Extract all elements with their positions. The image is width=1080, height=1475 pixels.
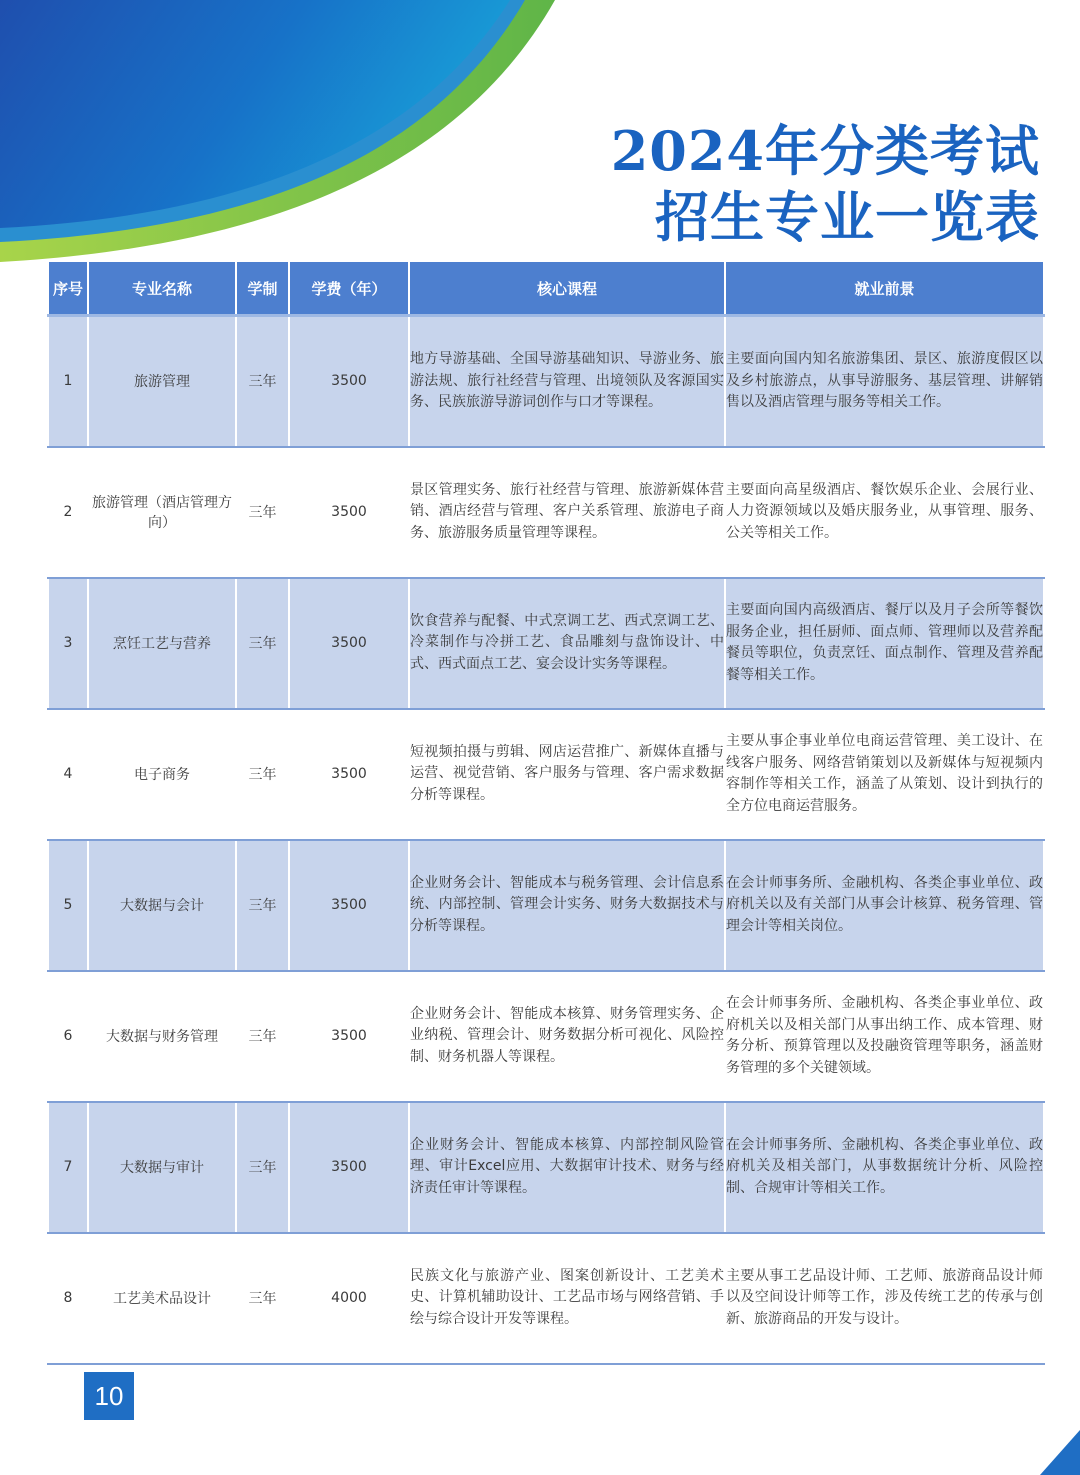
cell-duration: 三年 [236, 447, 289, 578]
header-no: 序号 [48, 261, 88, 316]
table-row [48, 840, 1044, 971]
cell-core-courses: 企业财务会计、智能成本与税务管理、会计信息系统、内部控制、管理会计实务、财务大数据技术与分析等课程。 [409, 840, 725, 971]
cell-major-name: 大数据与会计 [88, 840, 236, 971]
cell-major-name: 烹饪工艺与营养 [88, 578, 236, 709]
page-number: 10 [84, 1372, 134, 1420]
cell-no: 8 [48, 1233, 88, 1364]
cell-major-name: 大数据与财务管理 [88, 971, 236, 1102]
cell-tuition: 3500 [289, 578, 409, 709]
cell-career-prospects: 在会计师事务所、金融机构、各类企事业单位、政府机关以及相关部门从事出纳工作、成本管理、财务分析、预算管理以及投融资管理等职务，涵盖财务管理的多个关键领域。 [725, 971, 1044, 1102]
cell-no: 5 [48, 840, 88, 971]
header-duration: 学制 [236, 261, 289, 316]
cell-tuition: 3500 [289, 1102, 409, 1233]
cell-career-prospects: 主要面向国内知名旅游集团、景区、旅游度假区以及乡村旅游点，从事导游服务、基层管理、讲解销售以及酒店管理与服务等相关工作。 [725, 316, 1044, 447]
title-line-2: 招生专业一览表 [655, 185, 1040, 249]
cell-career-prospects: 在会计师事务所、金融机构、各类企事业单位、政府机关以及有关部门从事会计核算、税务管理、管理会计等相关岗位。 [725, 840, 1044, 971]
majors-table [47, 260, 1045, 1365]
cell-tuition: 3500 [289, 709, 409, 840]
cell-career-prospects: 主要从事企事业单位电商运营管理、美工设计、在线客户服务、网络营销策划以及新媒体与短视频内容制作等相关工作，涵盖了从策划、设计到执行的全方位电商运营服务。 [725, 709, 1044, 840]
cell-duration: 三年 [236, 971, 289, 1102]
cell-duration: 三年 [236, 1102, 289, 1233]
cell-tuition: 3500 [289, 447, 409, 578]
cell-core-courses: 企业财务会计、智能成本核算、财务管理实务、企业纳税、管理会计、财务数据分析可视化、风险控制、财务机器人等课程。 [409, 971, 725, 1102]
cell-duration: 三年 [236, 1233, 289, 1364]
cell-core-courses: 景区管理实务、旅行社经营与管理、旅游新媒体营销、酒店经营与管理、客户关系管理、旅游电子商务、旅游服务质量管理等课程。 [409, 447, 725, 578]
cell-duration: 三年 [236, 709, 289, 840]
cell-tuition: 3500 [289, 971, 409, 1102]
table-row [48, 316, 1044, 447]
page-title [611, 118, 1040, 250]
cell-duration: 三年 [236, 578, 289, 709]
cell-major-name: 工艺美术品设计 [88, 1233, 236, 1364]
cell-major-name: 电子商务 [88, 709, 236, 840]
cell-no: 6 [48, 971, 88, 1102]
table-header-row [48, 261, 1044, 316]
cell-major-name: 大数据与审计 [88, 1102, 236, 1233]
cell-no: 2 [48, 447, 88, 578]
cell-core-courses: 地方导游基础、全国导游基础知识、导游业务、旅游法规、旅行社经营与管理、出境领队及客源国实务、民族旅游导游词创作与口才等课程。 [409, 316, 725, 447]
header-major-name: 专业名称 [88, 261, 236, 316]
table-row [48, 1233, 1044, 1364]
cell-duration: 三年 [236, 840, 289, 971]
header-tuition: 学费（年） [289, 261, 409, 316]
cell-major-name: 旅游管理（酒店管理方向） [88, 447, 236, 578]
table-row [48, 578, 1044, 709]
cell-career-prospects: 主要面向高星级酒店、餐饮娱乐企业、会展行业、人力资源领域以及婚庆服务业，从事管理、服务、公关等相关工作。 [725, 447, 1044, 578]
cell-no: 1 [48, 316, 88, 447]
table-row [48, 709, 1044, 840]
cell-duration: 三年 [236, 316, 289, 447]
cell-no: 3 [48, 578, 88, 709]
cell-no: 4 [48, 709, 88, 840]
cell-core-courses: 企业财务会计、智能成本核算、内部控制风险管理、审计Excel应用、大数据审计技术、财务与经济责任审计等课程。 [409, 1102, 725, 1233]
cell-major-name: 旅游管理 [88, 316, 236, 447]
cell-career-prospects: 主要面向国内高级酒店、餐厅以及月子会所等餐饮服务企业，担任厨师、面点师、管理师以及营养配餐员等职位，负责烹饪、面点制作、管理及营养配餐等相关工作。 [725, 578, 1044, 709]
table-row [48, 1102, 1044, 1233]
cell-tuition: 3500 [289, 840, 409, 971]
cell-core-courses: 民族文化与旅游产业、图案创新设计、工艺美术史、计算机辅助设计、工艺品市场与网络营销、手绘与综合设计开发等课程。 [409, 1233, 725, 1364]
table-row [48, 971, 1044, 1102]
table-row [48, 447, 1044, 578]
cell-no: 7 [48, 1102, 88, 1233]
cell-career-prospects: 在会计师事务所、金融机构、各类企事业单位、政府机关及相关部门，从事数据统计分析、风险控制、合规审计等相关工作。 [725, 1102, 1044, 1233]
cell-core-courses: 饮食营养与配餐、中式烹调工艺、西式烹调工艺、冷菜制作与冷拼工艺、食品雕刻与盘饰设计、中式、西式面点工艺、宴会设计实务等课程。 [409, 578, 725, 709]
header-core-courses: 核心课程 [409, 261, 725, 316]
header-career-prospects: 就业前景 [725, 261, 1044, 316]
title-line-1: 2024年分类考试 [610, 119, 1040, 183]
cell-core-courses: 短视频拍摄与剪辑、网店运营推广、新媒体直播与运营、视觉营销、客户服务与管理、客户需求数据分析等课程。 [409, 709, 725, 840]
cell-career-prospects: 主要从事工艺品设计师、工艺师、旅游商品设计师以及空间设计师等工作，涉及传统工艺的传承与创新、旅游商品的开发与设计。 [725, 1233, 1044, 1364]
cell-tuition: 4000 [289, 1233, 409, 1364]
cell-tuition: 3500 [289, 316, 409, 447]
